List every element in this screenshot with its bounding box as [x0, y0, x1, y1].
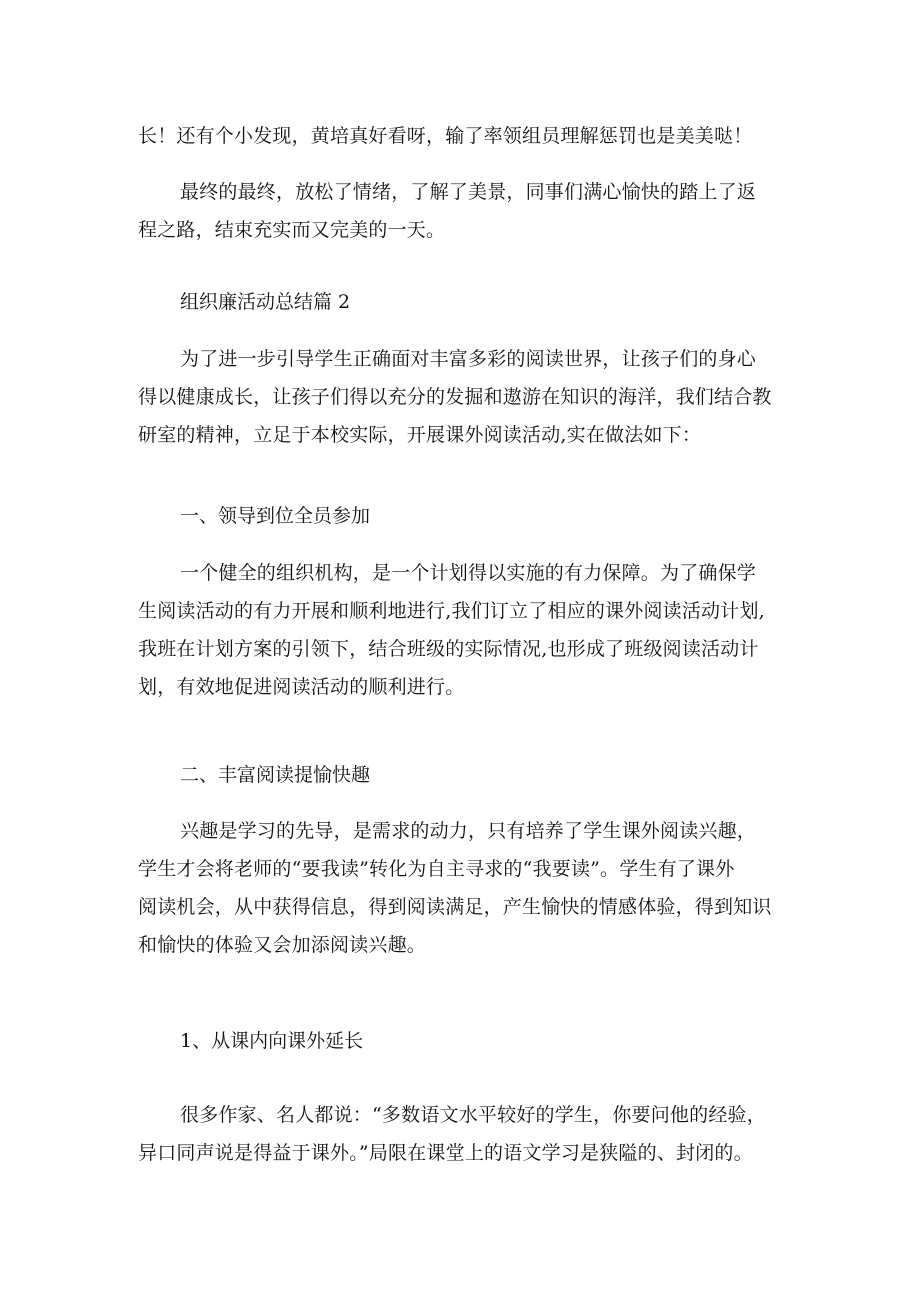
text-line: 为了进一步引导学生正确面对丰富多彩的阅读世界，让孩子们的身心: [180, 348, 757, 370]
text-line: 一个健全的组织机构，是一个计划得以实施的有力保障。为了确保学: [180, 562, 757, 584]
text-line: 长！还有个小发现，黄培真好看呀，输了率领组员理解惩罚也是美美哒！: [138, 125, 753, 147]
paragraph-1: [138, 117, 806, 155]
section-heading-article-2: 组织廉活动总结篇 2: [180, 291, 351, 313]
text-line: 学生才会将老师的“要我读”转化为自主寻求的“我要读”。学生有了课外: [138, 858, 735, 880]
section-heading-1: 一、领导到位全员参加: [180, 505, 371, 527]
section-heading-2: 二、丰富阅读提愉快趣: [180, 764, 371, 786]
paragraph-extension: [138, 1096, 806, 1172]
text-line: 兴趣是学习的先导，是需求的动力，只有培养了学生课外阅读兴趣，: [180, 820, 757, 842]
paragraph-2: [138, 173, 806, 249]
text-line: 生阅读活动的有力开展和顺利地进行,我们订立了相应的课外阅读活动计划,: [138, 600, 765, 622]
subsection-heading-1: 1、从课内向课外延长: [180, 1030, 364, 1052]
paragraph-interest: [138, 812, 806, 964]
text-line: 程之路，结束充实而又完美的一天。: [138, 219, 446, 241]
text-line: 很多作家、名人都说：“多数语文水平较好的学生，你要问他的经验，: [180, 1104, 766, 1126]
text-line: 我班在计划方案的引领下，结合班级的实际情况,也形成了班级阅读活动计: [138, 638, 759, 660]
text-line: 研室的精神，立足于本校实际，开展课外阅读活动,实在做法如下：: [138, 424, 702, 446]
text-line: 阅读机会，从中获得信息，得到阅读满足，产生愉快的情感体验，得到知识: [138, 896, 772, 918]
text-line: 最终的最终，放松了情绪，了解了美景，同事们满心愉快的踏上了返: [180, 181, 757, 203]
text-line: 得以健康成长，让孩子们得以充分的发掘和遨游在知识的海洋，我们结合教: [138, 386, 772, 408]
paragraph-organization: [138, 554, 806, 706]
text-line: 和愉快的体验又会加添阅读兴趣。: [138, 934, 427, 956]
text-line: 异口同声说是得益于课外。”局限在课堂上的语文学习是狭隘的、封闭的。: [138, 1142, 753, 1164]
paragraph-intro: [138, 340, 806, 454]
text-line: 划，有效地促进阅读活动的顺利进行。: [138, 676, 465, 698]
